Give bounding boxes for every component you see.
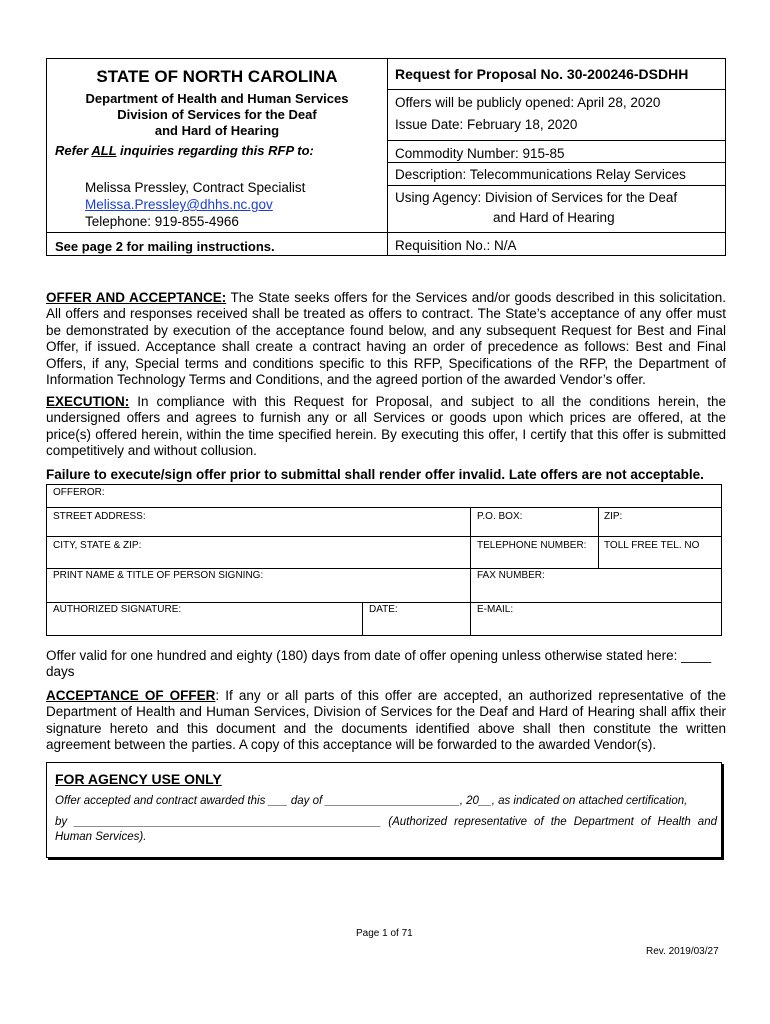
using-agency-cont: and Hard of Hearing <box>493 210 615 225</box>
rfp-header-table <box>46 58 726 256</box>
rfp-number: Request for Proposal No. 30-200246-DSDHH <box>395 66 689 82</box>
offer-valid-statement: Offer valid for one hundred and eighty (180) days from date of offer opening unless otherwise stated here: ____ days <box>46 648 712 680</box>
commodity-number: Commodity Number: 915-85 <box>395 146 565 161</box>
po-box-field[interactable]: P.O. BOX: <box>477 511 523 522</box>
page-number: Page 1 of 71 <box>356 928 413 939</box>
contact-phone: Telephone: 919-855-4966 <box>85 214 239 229</box>
contact-email-link[interactable]: Melissa.Pressley@dhhs.nc.gov <box>85 197 273 212</box>
department-name <box>47 91 387 139</box>
header-rule <box>387 89 725 90</box>
offeror-form <box>46 484 722 636</box>
state-title: STATE OF NORTH CAROLINA <box>96 67 338 86</box>
authorized-rep-line: by ________________________________________________ (Authorized representative of the Department of Health and Human Services). <box>55 816 717 843</box>
agency-use-title: FOR AGENCY USE ONLY <box>55 771 222 787</box>
mailing-instructions: See page 2 for mailing instructions. <box>55 239 275 254</box>
telephone-field[interactable]: TELEPHONE NUMBER: <box>477 540 587 551</box>
dept-line: and Hard of Hearing <box>154 123 280 138</box>
contact-name: Melissa Pressley, Contract Specialist <box>85 180 306 195</box>
paragraph-text: The State seeks offers for the Services and/or goods described in this solicitation. All offers and responses received shall be treated as offers to contract. The State’s acceptance of any offer must be demonstrated by execution of the acceptance found below, and any subsequent Request for Best and Final Offer, if issued. Acceptance shall create a contract having an order of precedence as follows: Best and Final Offers, if any, Special terms and conditions specific to this RFP, Specifications of the RFP, the Department of Information Technology Terms and Conditions, and the agreed portion of the awarded Vendor’s offer. <box>46 290 727 388</box>
form-divider <box>362 602 363 635</box>
description: Description: Telecommunications Relay Services <box>395 167 686 182</box>
zip-field[interactable]: ZIP: <box>604 511 623 522</box>
offeror-field[interactable]: OFFEROR: <box>53 487 105 498</box>
form-rule <box>47 507 721 508</box>
dept-line: Department of Health and Human Services <box>85 91 349 106</box>
inquiries-note <box>55 143 314 158</box>
refer-text: Refer <box>55 143 92 158</box>
header-rule <box>387 140 725 141</box>
form-divider <box>598 507 599 568</box>
using-agency: Using Agency: Division of Services for the Deaf <box>395 190 678 205</box>
authorized-signature-field[interactable]: AUTHORIZED SIGNATURE: <box>53 604 182 615</box>
form-rule <box>47 536 721 537</box>
print-name-field[interactable]: PRINT NAME & TITLE OF PERSON SIGNING: <box>53 570 264 581</box>
date-field[interactable]: DATE: <box>369 604 398 615</box>
requisition-number: Requisition No.: N/A <box>395 238 517 253</box>
section-heading: OFFER AND ACCEPTANCE: <box>46 290 227 305</box>
toll-free-field[interactable]: TOLL FREE TEL. NO <box>604 540 700 551</box>
award-line: Offer accepted and contract awarded this ___ day of _____________________, 20__, as indicated on attached certification, <box>55 795 688 807</box>
email-field[interactable]: E-MAIL: <box>477 604 514 615</box>
fax-field[interactable]: FAX NUMBER: <box>477 570 545 581</box>
dept-line: Division of Services for the Deaf <box>117 107 317 122</box>
revision-date: Rev. 2019/03/27 <box>646 946 719 957</box>
section-heading: ACCEPTANCE OF OFFER <box>46 688 216 703</box>
offer-and-acceptance-paragraph <box>46 290 726 388</box>
form-rule <box>47 602 721 603</box>
city-state-zip-field[interactable]: CITY, STATE & ZIP: <box>53 540 142 551</box>
acceptance-of-offer-paragraph <box>46 688 726 754</box>
refer-text: inquiries regarding this RFP to: <box>116 143 314 158</box>
form-rule <box>47 568 721 569</box>
header-rule <box>387 185 725 186</box>
header-rule <box>387 162 725 163</box>
late-offer-warning: Failure to execute/sign offer prior to submittal shall render offer invalid. Late offers are not acceptable. <box>46 467 704 482</box>
refer-all: ALL <box>91 143 117 158</box>
execution-paragraph <box>46 394 726 460</box>
street-address-field[interactable]: STREET ADDRESS: <box>53 511 146 522</box>
form-divider <box>470 507 471 635</box>
agency-use-box <box>46 762 722 858</box>
contact-block <box>85 179 305 230</box>
paragraph-text: : If any or all parts of this offer are accepted, an authorized representative of the Department of Health and Human Services, Division of Services for the Deaf and Hard of Hearing shall affix their signature hereto and this document and the documents identified above shall then constitute the written agreement between the parties. A copy of this acceptance will be forwarded to the awarded Vendor(s). <box>46 688 726 753</box>
opening-date: Offers will be publicly opened: April 28, 2020 <box>395 95 661 110</box>
section-heading: EXECUTION: <box>46 394 130 409</box>
paragraph-text: In compliance with this Request for Proposal, and subject to all the conditions herein, the undersigned offers and agrees to furnish any or all Services or goods upon which prices are offered, at the price(s) offered herein, within the time specified herein. By executing this offer, I certify that this offer is submitted competitively and without collusion. <box>46 394 726 459</box>
header-bottom-rule <box>47 232 725 233</box>
issue-date: Issue Date: February 18, 2020 <box>395 117 578 132</box>
